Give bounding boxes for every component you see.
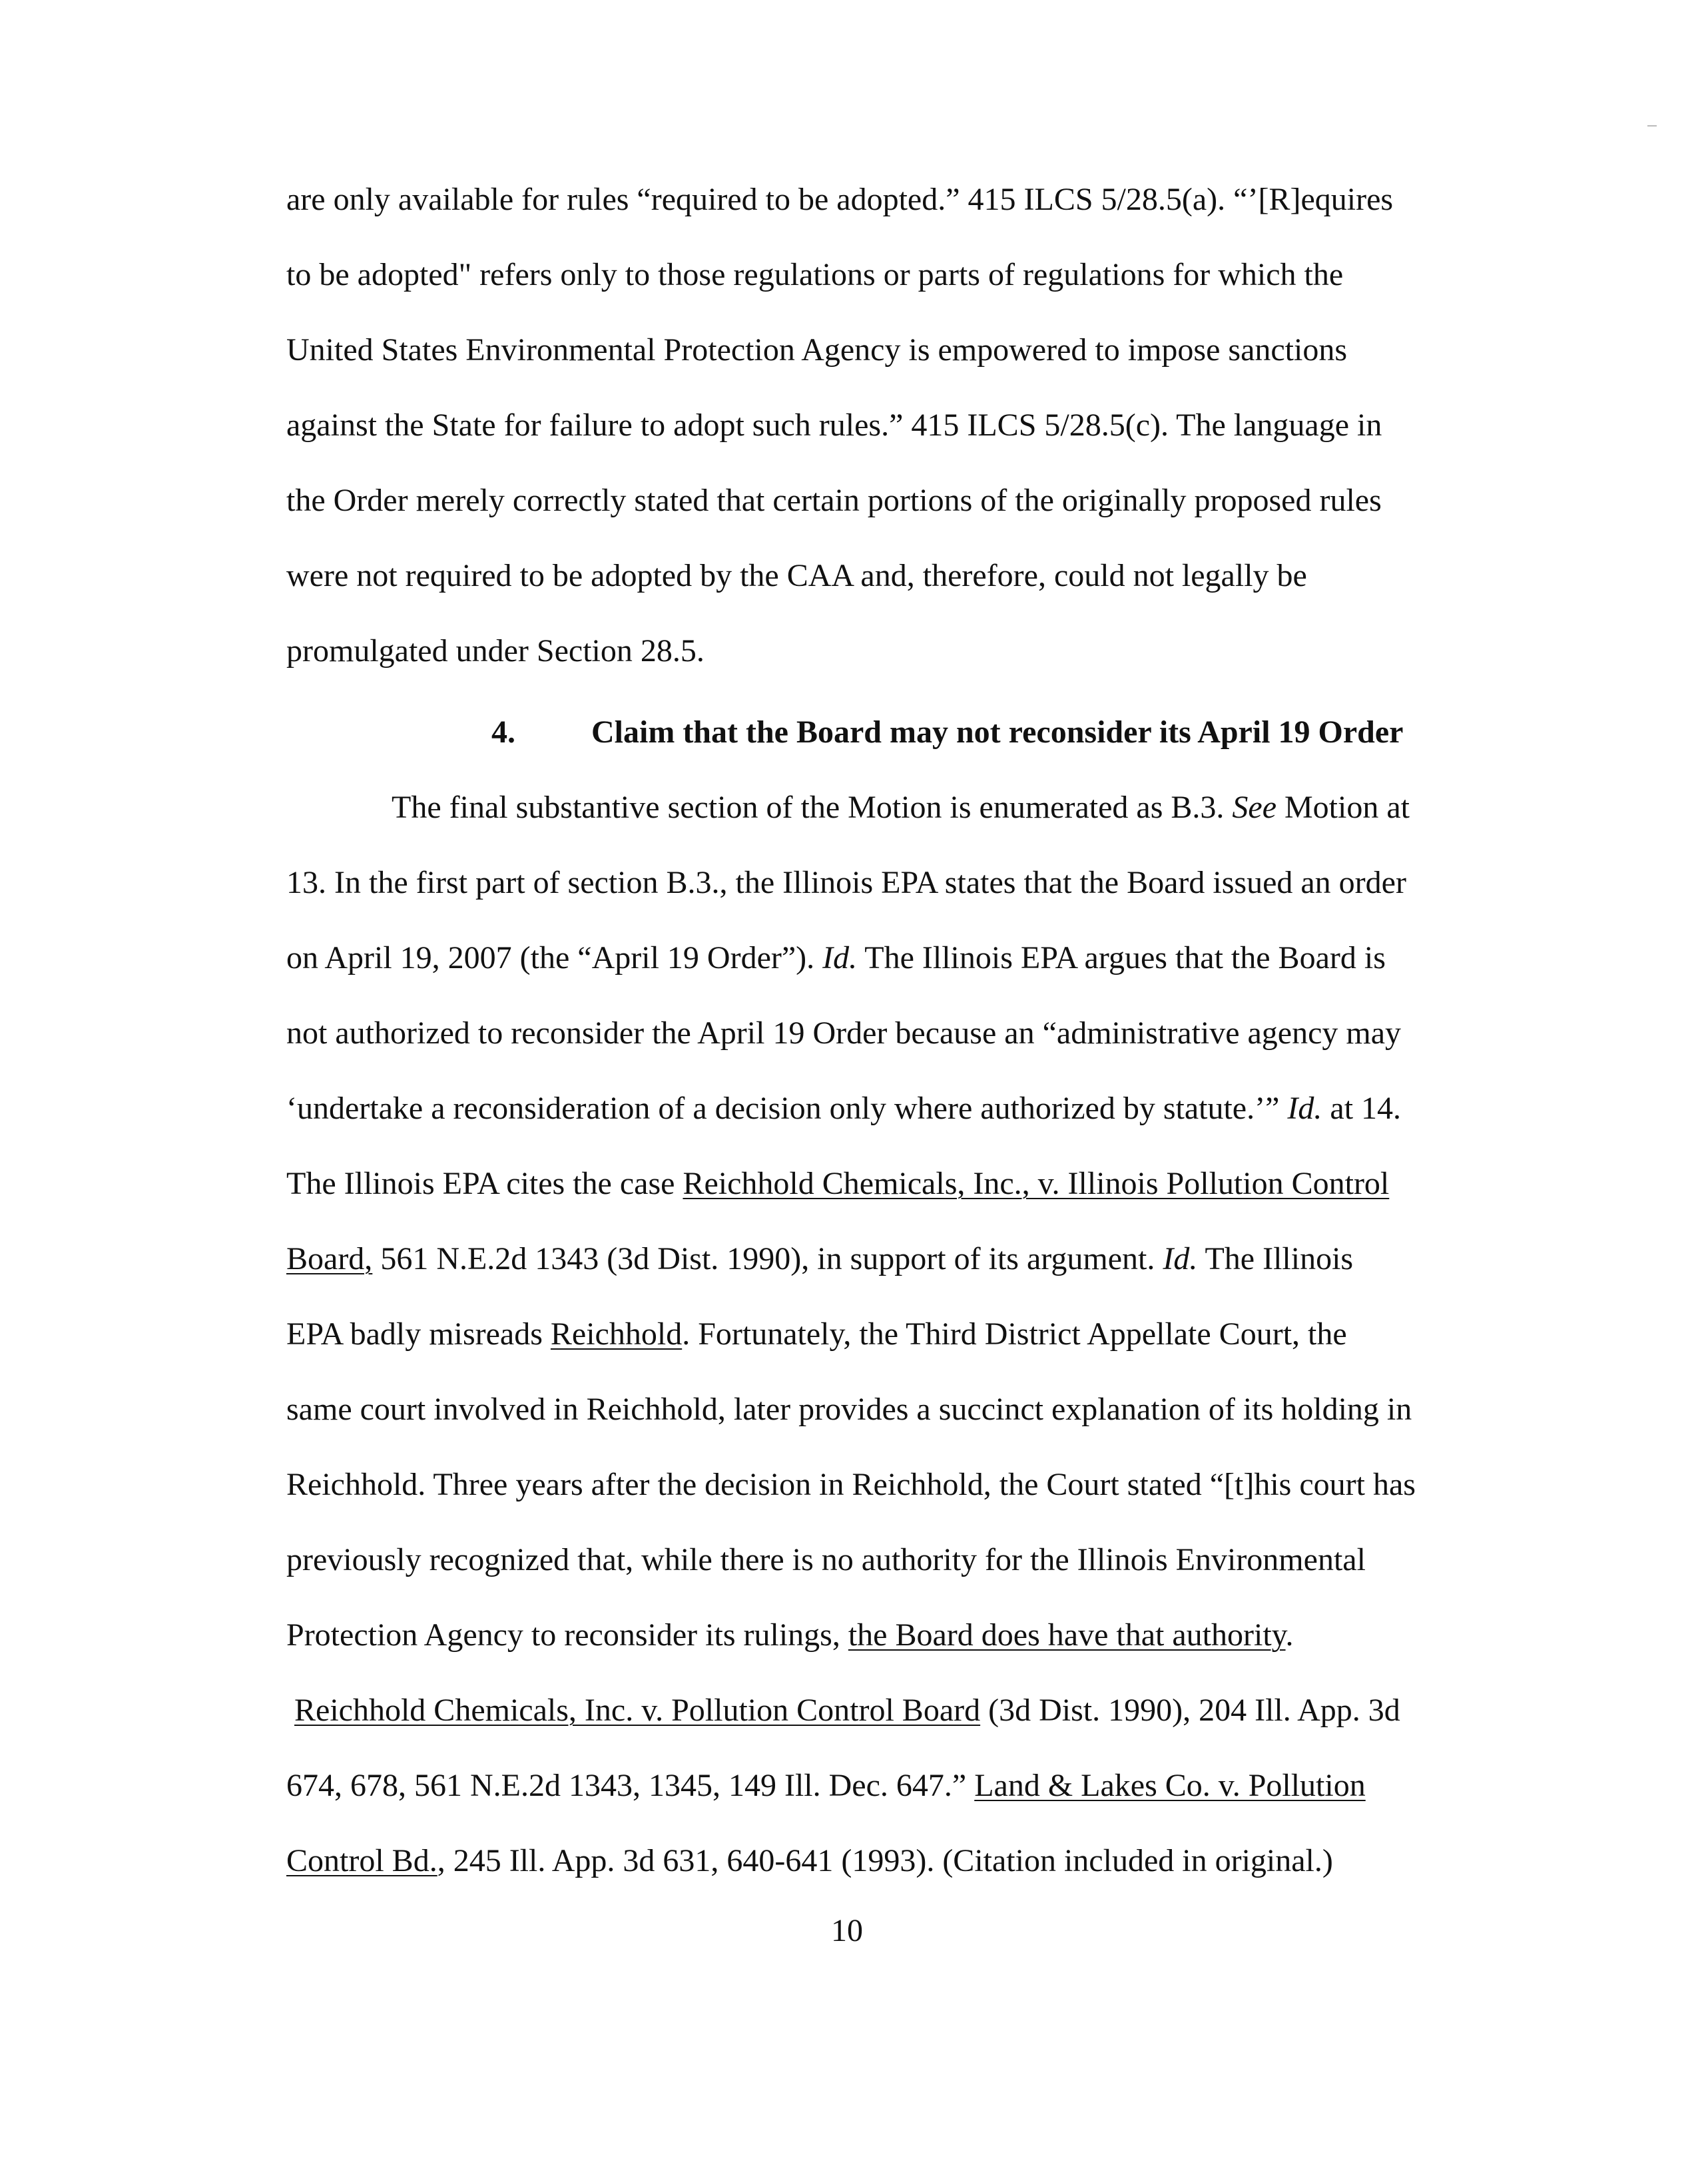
signal-see: See (1232, 790, 1276, 825)
citation-id: Id. (1163, 1241, 1198, 1276)
page-number: 10 (831, 1913, 863, 1948)
text-line: against the State for failure to adopt such rules.” 415 ILCS 5/28.5(c). The language in (286, 408, 1382, 443)
emphasized-quote: the Board does have that authority (848, 1617, 1286, 1653)
case-citation: Reichhold Chemicals, Inc., v. Illinois Pollution Control (683, 1166, 1390, 1201)
section-title: Claim that the Board may not reconsider its April 19 Order (591, 714, 1404, 750)
text-line: are only available for rules “required to be adopted.” 415 ILCS 5/28.5(a). “’[R]equires (286, 182, 1394, 217)
case-citation: Reichhold Chemicals, Inc. v. Pollution Control Board (294, 1693, 981, 1728)
text-line: on April 19, 2007 (the “April 19 Order”). Id. The Illinois EPA argues that the Board is (286, 940, 1386, 975)
text-line: same court involved in Reichhold, later provides a succinct explanation of its holding in (286, 1392, 1412, 1427)
text-line: 13. In the first part of section B.3., the Illinois EPA states that the Board issued an order (286, 865, 1406, 900)
citation-id: Id. (822, 940, 858, 975)
text-line: to be adopted" refers only to those regulations or parts of regulations for which the (286, 257, 1344, 292)
text-line: The final substantive section of the Motion is enumerated as B.3. See Motion at (392, 790, 1410, 825)
text-line: not authorized to reconsider the April 19 Order because an “administrative agency may (286, 1015, 1402, 1051)
text-line: the Order merely correctly stated that certain portions of the originally proposed rules (286, 483, 1382, 518)
text-line: previously recognized that, while there is no authority for the Illinois Environmental (286, 1542, 1366, 1577)
section-number: 4. (491, 714, 515, 750)
section-heading (491, 712, 1403, 752)
text-line: 674, 678, 561 N.E.2d 1343, 1345, 149 Ill. Dec. 647.” Land & Lakes Co. v. Pollution (286, 1768, 1366, 1803)
text-line: Control Bd., 245 Ill. App. 3d 631, 640-641 (1993). (Citation included in original.) (286, 1843, 1333, 1878)
text-line: The Illinois EPA cites the case Reichhold Chemicals, Inc., v. Illinois Pollution Control (286, 1166, 1390, 1201)
text-line: Protection Agency to reconsider its rulings, the Board does have that authority. (286, 1617, 1294, 1653)
text-line: Reichhold Chemicals, Inc. v. Pollution Control Board (3d Dist. 1990), 204 Ill. App. 3d (294, 1693, 1400, 1728)
citation-id: Id. (1287, 1091, 1322, 1126)
case-citation: Board, (286, 1241, 373, 1276)
text-line: were not required to be adopted by the CAA and, therefore, could not legally be (286, 558, 1307, 593)
case-citation: Land & Lakes Co. v. Pollution (974, 1768, 1366, 1803)
text-line: promulgated under Section 28.5. (286, 633, 705, 669)
text-line: EPA badly misreads Reichhold. Fortunately, the Third District Appellate Court, the (286, 1316, 1347, 1352)
scan-edge-mark (1647, 125, 1657, 127)
text-line: ‘undertake a reconsideration of a decision only where authorized by statute.’” Id. at 14. (286, 1091, 1402, 1126)
text-line: Reichhold. Three years after the decision in Reichhold, the Court stated “[t]his court has (286, 1467, 1416, 1502)
case-citation: Control Bd. (286, 1843, 437, 1878)
text-line: United States Environmental Protection Agency is empowered to impose sanctions (286, 332, 1348, 368)
text-line: Board, 561 N.E.2d 1343 (3d Dist. 1990), in support of its argument. Id. The Illinois (286, 1241, 1354, 1276)
case-citation: Reichhold (550, 1316, 683, 1352)
